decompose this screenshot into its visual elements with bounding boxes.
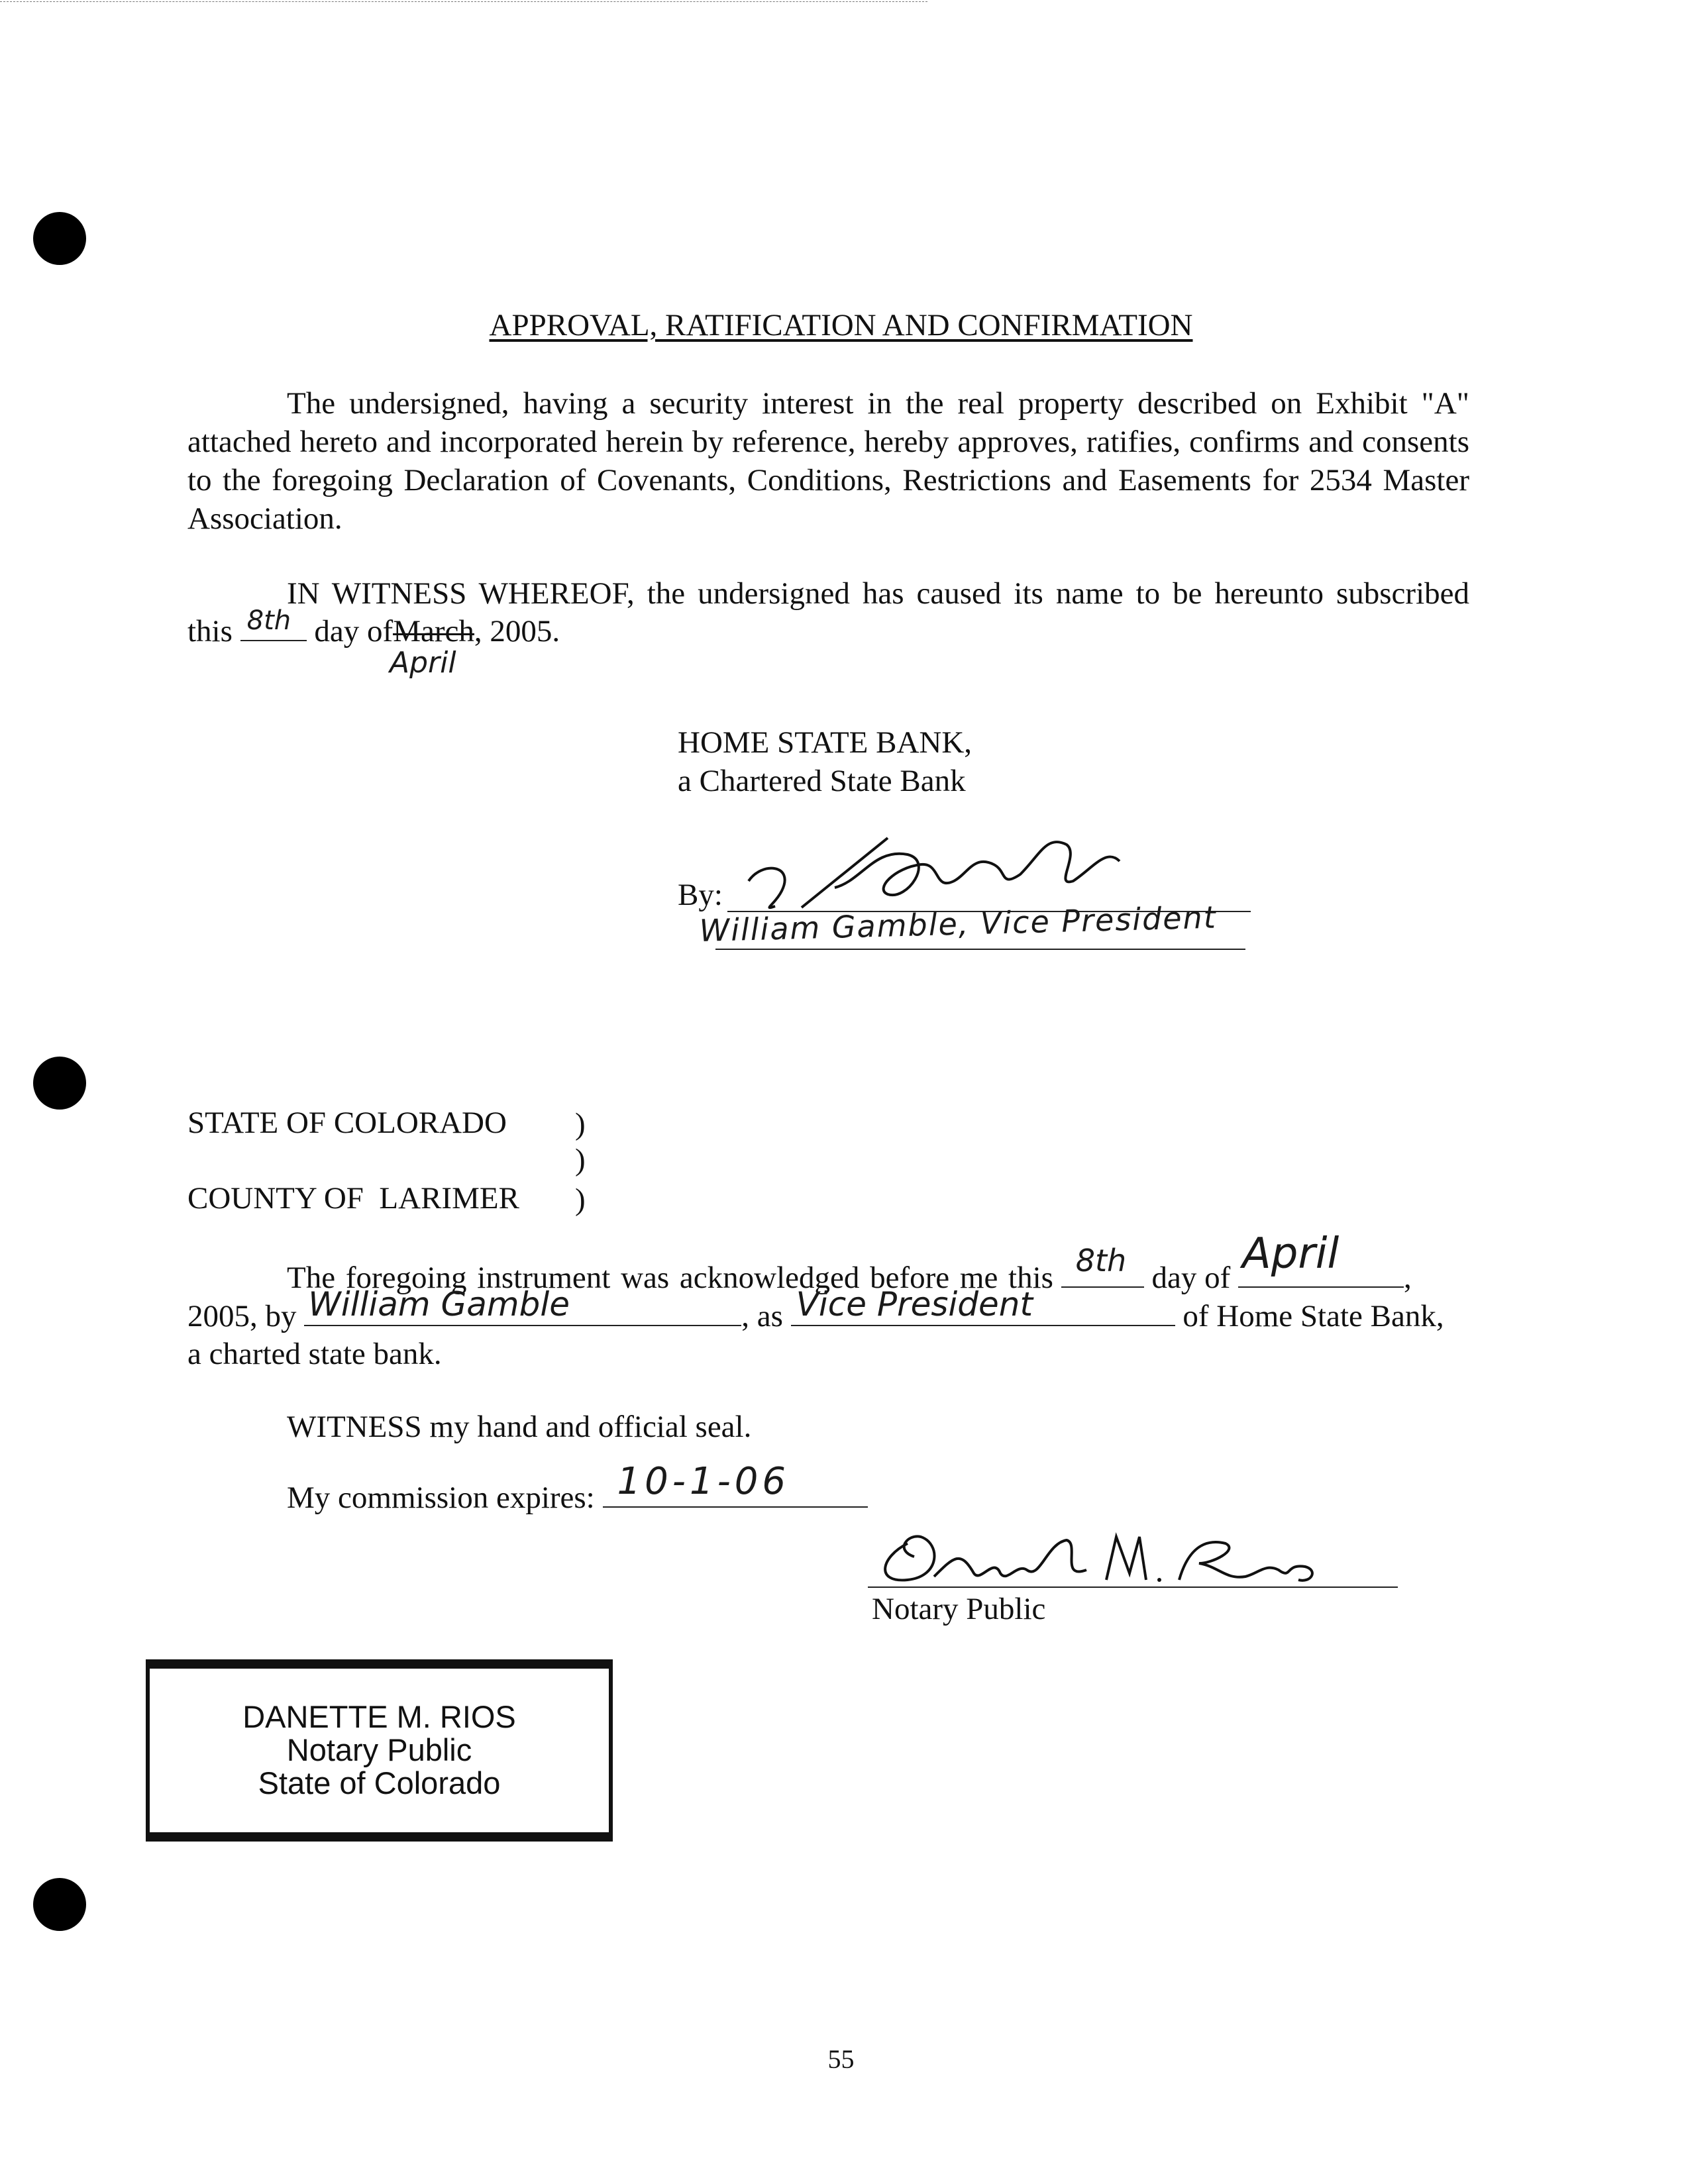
- venue-paren: ): [575, 1107, 586, 1141]
- page-number: 55: [827, 2044, 855, 2074]
- page-title: APPROVAL, RATIFICATION AND CONFIRMATION: [489, 308, 1193, 342]
- notary-signature: [868, 1517, 1332, 1596]
- printed-name-line: [715, 949, 1245, 950]
- ack-month-blank: [1238, 1229, 1404, 1288]
- notary-label: Notary Public: [872, 1592, 1046, 1626]
- venue-county: COUNTY OF LARIMER: [187, 1181, 519, 1216]
- witness-day-of: day of: [314, 614, 394, 649]
- binder-hole: [33, 1878, 86, 1931]
- witness-this: this: [187, 614, 233, 649]
- ack-name-handwritten: William Gamble: [308, 1285, 570, 1324]
- printed-name-title: William Gamble, Vice President: [699, 899, 1218, 949]
- notary-seal-stamp: [146, 1659, 613, 1842]
- notary-signature-text: [881, 1543, 882, 1545]
- ack-day-blank: [1061, 1243, 1144, 1288]
- venue-paren: ): [575, 1182, 586, 1217]
- ack-as-label: , as: [741, 1299, 783, 1333]
- seal-state: State of Colorado: [258, 1765, 501, 1800]
- commission-date-handwritten: 10-1-06: [617, 1460, 790, 1503]
- witness-year: , 2005.: [474, 614, 560, 649]
- witness-line-1: IN WITNESS WHEREOF, the undersigned has caused its name to be hereunto subscribed: [287, 576, 1469, 611]
- bank-type: a Chartered State Bank: [678, 764, 966, 798]
- ack-line2-start: 2005, by: [187, 1299, 297, 1333]
- witness-month-struck: March: [393, 612, 474, 650]
- witness-month-handwritten: April: [390, 646, 456, 680]
- commission-label: My commission expires:: [287, 1481, 595, 1515]
- binder-hole: [33, 1057, 86, 1110]
- seal-title: Notary Public: [286, 1732, 472, 1767]
- commission-blank: [603, 1460, 868, 1508]
- ack-name-blank: [304, 1285, 741, 1326]
- witness-day-handwritten: 8th: [246, 605, 291, 636]
- ack-line1-end: ,: [1403, 1261, 1412, 1295]
- witness-line-2: [187, 605, 560, 650]
- ack-line2-end: of Home State Bank,: [1183, 1299, 1444, 1333]
- ack-title-blank: [791, 1285, 1175, 1326]
- binder-hole: [33, 212, 86, 265]
- venue-state: STATE OF COLORADO: [187, 1106, 507, 1140]
- ack-line-3: a charted state bank.: [187, 1337, 442, 1371]
- seal-name: DANETTE M. RIOS: [242, 1699, 516, 1734]
- scan-edge-line: [0, 1, 927, 2]
- venue-paren: ): [575, 1143, 586, 1177]
- commission-line: [287, 1460, 868, 1517]
- bank-name: HOME STATE BANK,: [678, 725, 972, 760]
- paragraph-security-interest: [187, 384, 1469, 538]
- paragraph-text: The undersigned, having a security interest in the real property described on Exhibit "A" attached hereto and incorporated herein by reference, hereby approves, ratifies, confirms and consents to the foregoing Declaration of Covenants, Conditions, Restrictions and Easements for 2534 Master Association.: [187, 386, 1469, 536]
- ack-day-handwritten: 8th: [1075, 1243, 1127, 1278]
- ack-line1-start: The foregoing instrument was acknowledged before me this: [287, 1261, 1053, 1295]
- witness-day-blank: [240, 605, 307, 641]
- ack-line-2: [187, 1285, 1469, 1335]
- ack-month-handwritten: April: [1241, 1229, 1340, 1278]
- ack-day-of: day of: [1151, 1261, 1231, 1295]
- notary-signature-line: [868, 1586, 1398, 1588]
- witness-seal-text: WITNESS my hand and official seal.: [287, 1410, 752, 1444]
- ack-title-handwritten: Vice President: [796, 1285, 1033, 1324]
- by-label: By:: [678, 878, 723, 912]
